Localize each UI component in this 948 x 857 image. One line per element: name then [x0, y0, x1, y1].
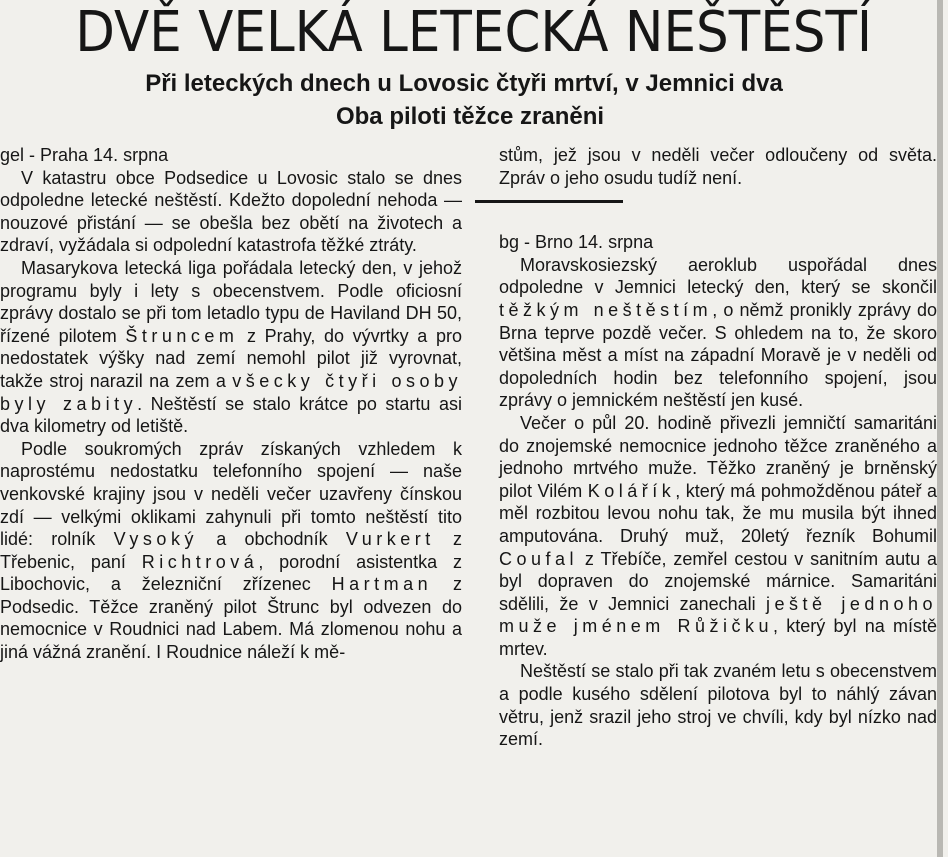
headline: DVĚ VELKÁ LETECKÁ NEŠTĚSTÍ: [75, 0, 873, 65]
spaced-name: Vysoký: [113, 529, 198, 550]
spaced-name: Štruncem: [125, 325, 239, 346]
paragraph: Moravskosiezský aeroklub uspořádal dnes odpoledne v Jemnici letecký den, který se skončil těžkým neštěstím, o němž pronikly zprávy do Brna teprve pozdě večer. S ohledem na to, že skoro většina měst a míst na západní Moravě je v neděli od dopoledních hodin bez telefonního spojení, jsou zprávy o jemnickém neštěstí jen kusé.: [499, 254, 937, 411]
paragraph: Masarykova letecká liga pořádala letecký den, v jehož programu byly i lety s obecenstvem. Podle oficiosní zprávy dostalo se při tom letadlo typu de Haviland DH 50, řízené pilotem Štruncem z Prahy, do vývrtky a pro nedostatek výšky nad zemí nemohl pilot již vyrovnat, takže stroj narazil na zem a všecky čtyři osoby byly zabity. Neštěstí se stalo krátce po startu asi dva kilometry od letiště.: [0, 257, 462, 437]
article-column-left: [0, 144, 462, 664]
spaced-name: Richtrová: [141, 551, 259, 572]
spaced-name: Kolářík: [587, 480, 676, 501]
paragraph: V katastru obce Podsedice u Lovosic stalo se dnes odpoledne letecké neštěstí. Kdežto dopolední nehoda — nouzové přistání — se obešla bez obětí na životech a zdraví, vyžádala si odpolední katastrofa těžké ztráty.: [0, 167, 462, 256]
subheadline-line-2: Oba piloti těžce zraněni: [335, 103, 605, 130]
dateline-brno: bg - Brno 14. srpna: [499, 232, 654, 253]
spaced-emphasis: těžkým neštěstím: [499, 299, 713, 320]
spaced-emphasis: ještě jednoho muže jménem Růžičku: [499, 593, 937, 637]
spaced-name: Hartman: [331, 574, 433, 595]
page-edge: [937, 0, 943, 857]
paragraph: Neštěstí se stalo při tak zvaném letu s obecenstvem a podle kusého sdělení pilotova byl to náhlý závan větru, jenž srazil jeho stroj ve chvíli, kdy byl nízko nad zemí.: [499, 661, 937, 750]
paragraph-continuation: stům, jež jsou v neděli večer odloučeny od světa. Zpráv o jeho osudu tudíž není.: [499, 145, 937, 188]
paragraph: Podle soukromých zpráv získaných vzhledem k naprostému nedostatku telefonního spojení — naše venkovské krajiny jsou v neděli večer uzavřeny čínskou zdí — velkými oklikami zahynuli při tomto neštěstí tito lidé: rolník Vysoký a obchodník Vurkert z Třebenic, paní Richtrová, porodní asistentka z Libochovic, a železniční zřízenec Hartman z Podsedic. Těžce zraněný pilot Štrunc byl odvezen do nemocnice v Roudnici nad Labem. Má zlomenou nohu a jiná vážná zranění. I Roudnice náleží k mě-: [0, 438, 462, 663]
spaced-name: Vurkert: [345, 529, 435, 550]
paragraph: Večer o půl 20. hodině přivezli jemničtí samaritáni do znojemské nemocnice jednoho těžce zraněného a jednoho mrtvého muže. Těžko zraněný je brněnský pilot Vilém Kolářík, který má pohmožděnou páteř a měl rozbitou levou nohu tak, že mu musila být ihned amputována. Druhý muž, 20letý řezník Bohumil Coufal z Třebíče, zemřel cestou v sanitním autu a byl dopraven do znojemské márnice. Samaritáni sdělili, že v Jemnici zanechali ještě jednoho muže jménem Růžičku, který byl na místě mrtev.: [499, 412, 937, 659]
spaced-name: Coufal: [499, 548, 579, 569]
dateline-praha: gel - Praha 14. srpna: [0, 145, 169, 165]
article-column-right: [499, 144, 937, 751]
spaced-emphasis: všecky čtyři osoby byly zabity: [0, 370, 462, 414]
subheadline-line-1: Při leteckých dnech u Lovosic čtyři mrtví, v Jemnici dva: [145, 70, 783, 97]
